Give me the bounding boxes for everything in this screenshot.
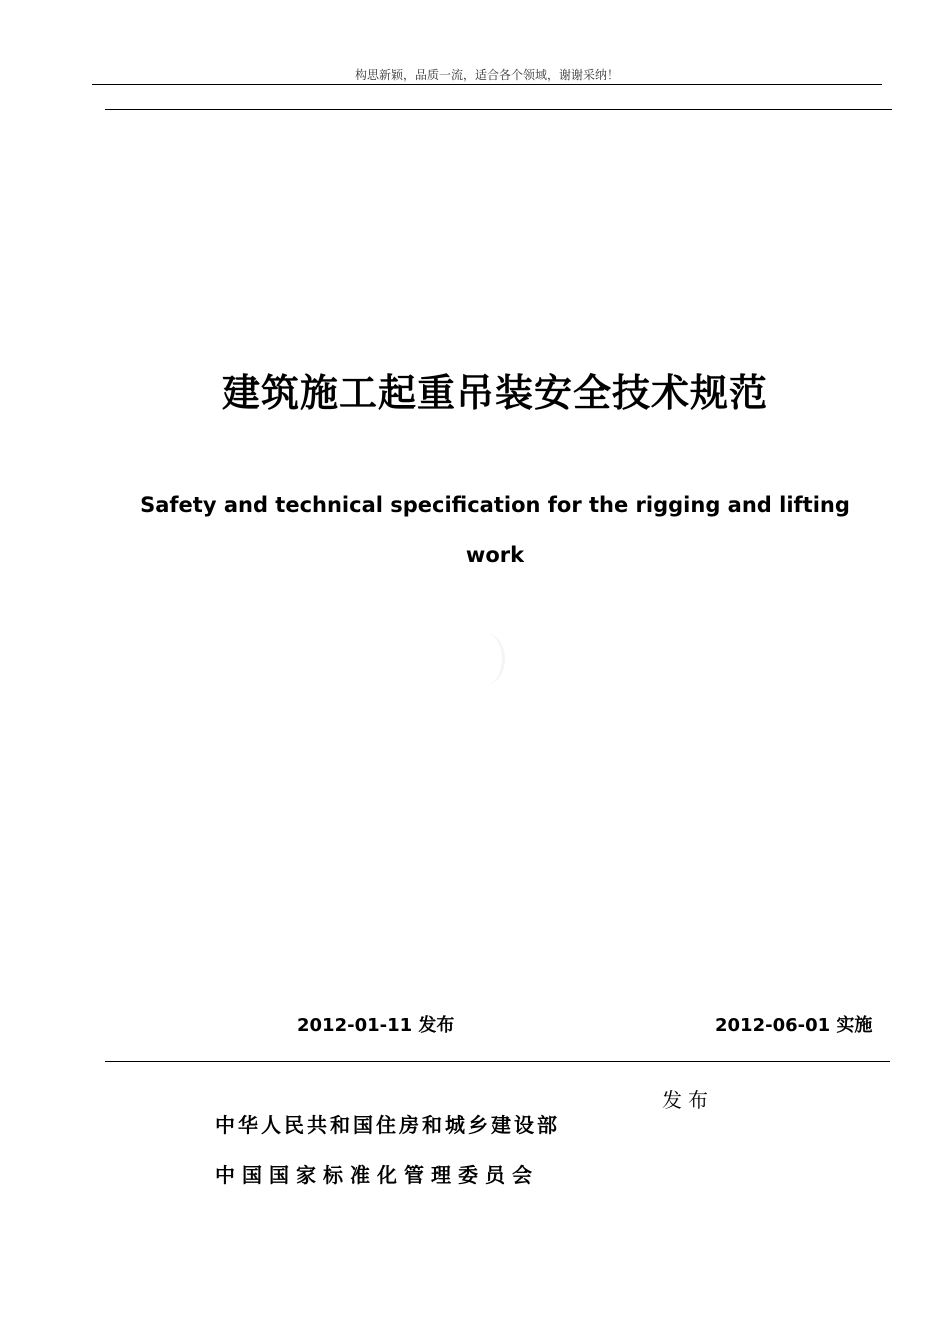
issuing-authority-ministry: 中华人民共和国住房和城乡建设部 <box>215 1113 560 1137</box>
implementation-date: 2012-06-01 实施 <box>715 1015 873 1036</box>
faint-watermark-mark <box>466 633 505 685</box>
document-title-english: Safety and technical specification for the rigging and lifting work <box>140 493 850 567</box>
publish-label: 发布 <box>662 1088 714 1112</box>
issuing-authority-standards: 中国国家标准化管理委员会 <box>215 1163 539 1187</box>
issue-date: 2012-01-11 发布 <box>297 1015 455 1036</box>
document-title-chinese: 建筑施工起重吊装安全技术规范 <box>221 371 768 415</box>
page-header-slogan: 构思新颖，品质一流，适合各个领域，谢谢采纳！ <box>354 68 619 82</box>
header-divider <box>92 84 882 85</box>
bottom-divider <box>105 1061 890 1062</box>
top-divider <box>105 109 892 110</box>
